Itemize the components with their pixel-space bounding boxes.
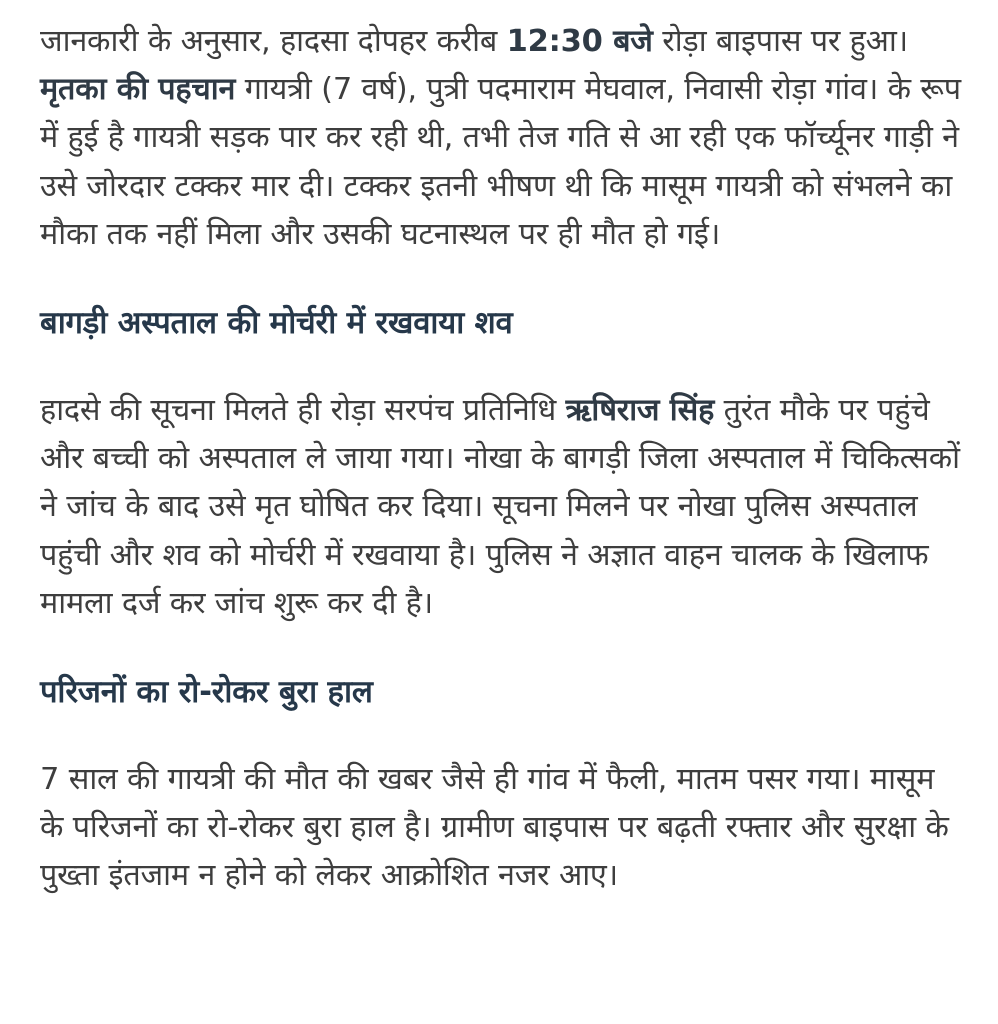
paragraph-text: हादसे की सूचना मिलते ही रोड़ा सरपंच प्रतिनिधि <box>40 393 566 429</box>
victim-identity-label: मृतका की पहचान <box>40 72 236 108</box>
section-heading-mortuary: बागड़ी अस्पताल की मोर्चरी में रखवाया शव <box>40 305 513 342</box>
paragraph-text: जानकारी के अनुसार, हादसा दोपहर करीब <box>40 24 507 59</box>
paragraph-family-grief <box>40 756 962 901</box>
section-heading-family: परिजनों का रो-रोकर बुरा हाल <box>40 674 373 711</box>
paragraph-text: रोड़ा बाइपास पर हुआ। <box>652 24 908 59</box>
accident-time: 12:30 बजे <box>506 24 653 59</box>
paragraph-text: 7 साल की गायत्री की मौत की खबर जैसे ही गांव में फैली, मातम पसर गया। मासूम के परिजनों का रो-रोकर बुरा हाल है। ग्रामीण बाइपास पर बढ़ती रफ्तार और सुरक्षा के पुख्ता इंतजाम न होने को लेकर आक्रोशित नजर आए। <box>40 762 949 894</box>
paragraph-accident-details <box>40 18 962 259</box>
sarpanch-representative-name: ऋषिराज सिंह <box>565 393 715 429</box>
paragraph-text: तुरंत मौके पर पहुंचे और बच्ची को अस्पताल ले जाया गया। नोखा के बागड़ी जिला अस्पताल में चिकित्सकों ने जांच के बाद उसे मृत घोषित कर दिया। सूचना मिलने पर नोखा पुलिस अस्पताल पहुंची और शव को मोर्चरी में रखवाया है। पुलिस ने अज्ञात वाहन चालक के खिलाफ मामला दर्ज कर जांच शुरू कर दी है। <box>40 393 960 621</box>
paragraph-hospital <box>40 387 962 628</box>
paragraph-text: गायत्री (7 वर्ष), पुत्री पदमाराम मेघवाल, निवासी रोड़ा गांव। के रूप में हुई है गायत्री सड़क पार कर रही थी, तभी तेज गति से आ रही एक फॉर्च्यूनर गाड़ी ने उसे जोरदार टक्कर मार दी। टक्कर इतनी भीषण थी कि मासूम गायत्री को संभलने का मौका तक नहीं मिला और उसकी घटनास्थल पर ही मौत हो गई। <box>40 72 961 252</box>
